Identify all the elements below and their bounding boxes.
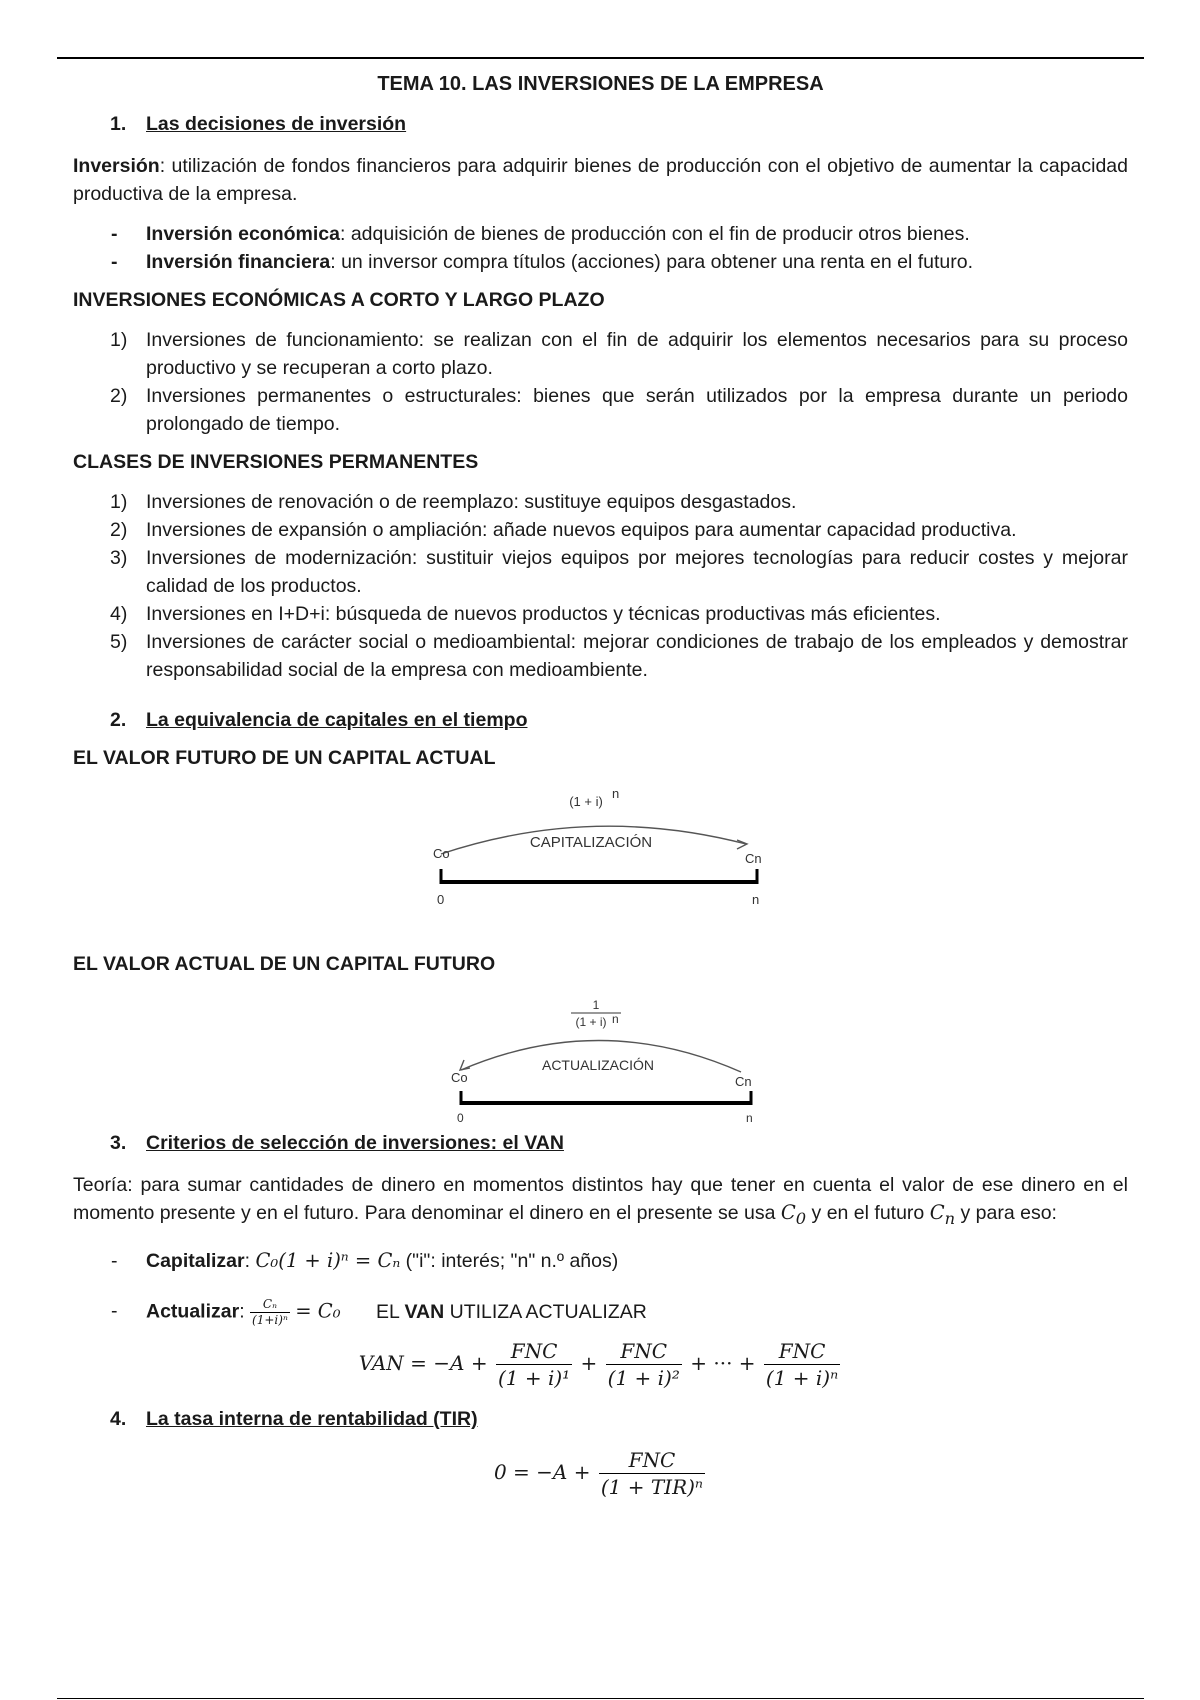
cap-factor-exp: n — [611, 786, 619, 801]
teoria-paragraph: Teoría: para sumar cantidades de dinero en momentos distintos hay que tener en cuenta el valor de ese dinero en el momento presente y en el futuro. Para denominar el dinero en el presente se usa $C_0$ y en el futuro $C_n$ y para eso: — [73, 1174, 1128, 1228]
capitalizacion-diagram — [411, 784, 791, 914]
van-term-n: $\frac{\text{FNC}}{\text{(1 + i)ⁿ}}$ — [765, 1338, 839, 1390]
act-label: ACTUALIZACIÓN — [541, 1057, 654, 1073]
inversion-definition: Inversión: utilización de fondos financieros para adquirir bienes de producción con el objetivo de aumentar la capacidad productiva de la empresa. — [73, 155, 1128, 205]
cap-end: n — [751, 892, 759, 907]
act-start: 0 — [456, 1111, 464, 1125]
bottom-rule — [57, 1698, 1144, 1699]
tir-formula: 0 = −A + $\frac{\text{FNC}}{\text{(1 + TIR)ⁿ}}$ — [493, 1447, 704, 1499]
capitalizar-row: - Capitalizar: C₀(1 + i)ⁿ = Cₙ ("i": interés; "n" n.º años) — [111, 1248, 619, 1272]
cap-right-label: Cn — [744, 851, 762, 866]
act-arrowhead — [460, 1060, 470, 1070]
actualizar-row: - Actualizar: $\frac{\text{Cₙ}}{\text{(1+i)ⁿ}}$ = C₀ EL VAN UTILIZA ACTUALIZAR — [111, 1296, 647, 1327]
list-item: - Inversión financiera: un inversor compra títulos (acciones) para obtener una renta en el futuro. — [111, 251, 974, 273]
heading-corto-largo: INVERSIONES ECONÓMICAS A CORTO Y LARGO PLAZO — [73, 289, 605, 311]
list-item: 2) Inversiones de expansión o ampliación: añade nuevos equipos para aumentar capacidad productiva. — [110, 519, 1017, 541]
heading-valor-actual: EL VALOR ACTUAL DE UN CAPITAL FUTURO — [73, 953, 496, 975]
section-2-heading: 2. La equivalencia de capitales en el tiempo — [110, 709, 528, 731]
corto-largo-list — [73, 326, 1128, 438]
actualizacion-diagram — [431, 990, 771, 1125]
list-item: 4) Inversiones en I+D+i: búsqueda de nuevos productos y técnicas productivas más eficientes. — [110, 603, 941, 625]
document-page — [73, 68, 1128, 1514]
van-formula: VAN = −A + $\frac{\text{FNC}}{\text{(1 + i)¹}}$ + $\frac{\text{FNC}}{\text{(1 + i)²}}$ + ··· + $\frac{\text{FNC}}{\text{(1 + i)ⁿ}}$ — [358, 1338, 839, 1390]
cap-left-label: Co — [432, 846, 450, 861]
actualizar-fraction: $\frac{\text{Cₙ}}{\text{(1+i)ⁿ}}$ — [252, 1296, 288, 1327]
list-item: - Inversión económica: adquisición de bienes de producción con el fin de producir otros bienes. — [111, 223, 970, 245]
list-item: 1) Inversiones de renovación o de reemplazo: sustituye equipos desgastados. — [110, 491, 797, 513]
act-end: n — [745, 1111, 753, 1125]
van-term-2: $\frac{\text{FNC}}{\text{(1 + i)²}}$ — [607, 1338, 680, 1390]
top-rule — [57, 57, 1144, 59]
cap-arrowhead — [737, 840, 747, 849]
investment-types-list — [73, 220, 1128, 276]
van-term-1: $\frac{\text{FNC}}{\text{(1 + i)¹}}$ — [497, 1338, 571, 1390]
act-num: 1 — [592, 998, 599, 1012]
section-4-heading: 4. La tasa interna de rentabilidad (TIR) — [110, 1407, 478, 1430]
act-left-label: Co — [450, 1070, 468, 1085]
section-1-heading: 1. Las decisiones de inversión — [110, 113, 407, 135]
list-item: 3) Inversiones de modernización: sustituir viejos equipos por mejores tecnologías para reducir costes y mejorar calidad de los productos. — [110, 547, 1128, 597]
heading-clases: CLASES DE INVERSIONES PERMANENTES — [73, 451, 479, 473]
list-item: 1) Inversiones de funcionamiento: se realizan con el fin de adquirir los elementos necesarios para su proceso productivo y se recuperan a corto plazo. — [110, 329, 1128, 379]
cap-label: CAPITALIZACIÓN — [529, 834, 652, 851]
clases-list — [73, 488, 1128, 684]
act-den-exp: n — [611, 1012, 619, 1026]
tir-term: $\frac{\text{FNC}}{\text{(1 + TIR)ⁿ}}$ — [600, 1447, 704, 1499]
cap-start: 0 — [436, 892, 444, 907]
act-den: (1 + i) — [574, 1015, 607, 1029]
act-right-label: Cn — [734, 1074, 752, 1089]
list-item: 5) Inversiones de carácter social o medioambiental: mejorar condiciones de trabajo de los empleados y demostrar responsabilidad social de la empresa con medioambiente. — [110, 631, 1128, 681]
cap-factor: (1 + i) — [568, 794, 603, 809]
page-title: TEMA 10. LAS INVERSIONES DE LA EMPRESA — [377, 73, 824, 95]
heading-valor-futuro: EL VALOR FUTURO DE UN CAPITAL ACTUAL — [73, 747, 496, 769]
section-3-heading: 3. Criterios de selección de inversiones: el VAN — [110, 1132, 564, 1154]
list-item: 2) Inversiones permanentes o estructurales: bienes que serán utilizados por la empresa durante un periodo prolongado de tiempo. — [110, 385, 1128, 435]
